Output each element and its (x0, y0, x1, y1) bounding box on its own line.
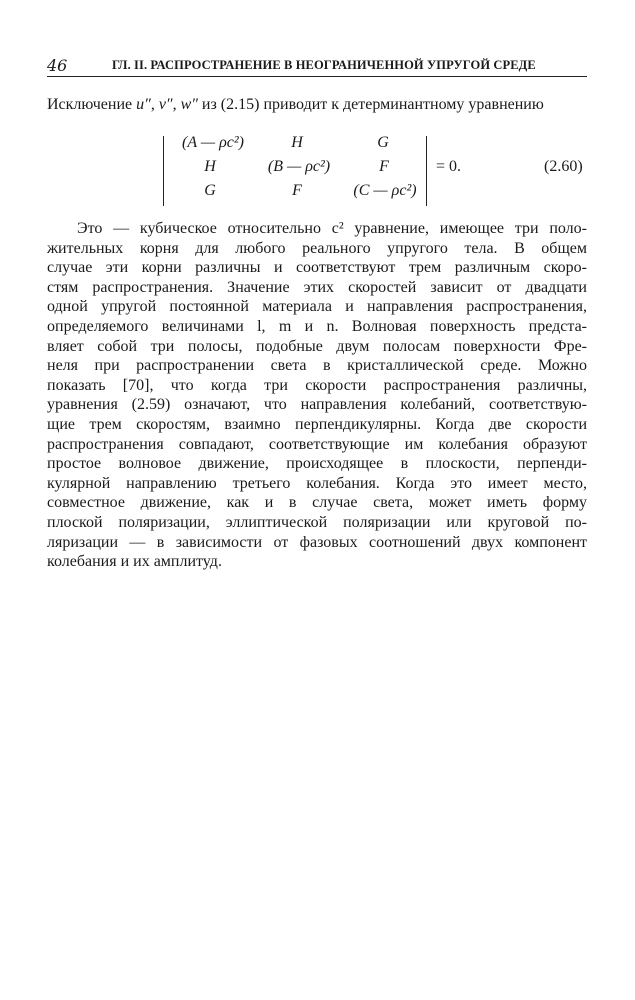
text-line: Это — кубическое относительно c² уравнение, имеющее три поло- (77, 220, 587, 237)
text-line: вляет собой три полосы, подобные двум полосам поверхности Фре- (47, 337, 587, 355)
var-w: w″ (180, 96, 198, 113)
var-u: u″ (136, 96, 151, 113)
body-paragraph (47, 219, 587, 572)
determinant-right-bar (426, 136, 427, 206)
text-line: плоской поляризации, эллиптической поляризации или круговой по- (47, 513, 587, 531)
running-head (47, 54, 587, 77)
matrix-cell-2-3: F (379, 158, 389, 175)
text-line: колебания и их амплитуд. (47, 553, 222, 571)
text-line: совместное движение, как и в случае света, может иметь форму (47, 494, 587, 512)
text-line: одной упругой постоянной материала и направления распространения, (47, 298, 587, 316)
matrix-cell-1-2: H (291, 134, 303, 151)
text-line: уравнения (2.59) означают, что направления колебаний, соответствую- (47, 396, 587, 414)
matrix-cell-1-1: (A — ρc²) (182, 134, 244, 151)
text-line: простое волновое движение, происходящее в плоскости, перпенди- (47, 455, 587, 473)
text-line: показать [70], что когда три скорости распространения различны, (47, 376, 587, 394)
matrix-cell-1-3: G (377, 134, 389, 151)
text-line: щие трем скоростям, взаимно перпендикулярны. Когда две скорости (47, 415, 587, 433)
running-title: ГЛ. II. РАСПРОСТРАНЕНИЕ В НЕОГРАНИЧЕННОЙ УПРУГОЙ СРЕДЕ (112, 58, 536, 72)
page-number: 46 (47, 56, 68, 75)
text-line: ляризации — в зависимости от фазовых соотношений двух компонент (47, 533, 587, 551)
text-line: жительных корня для любого реального упругого тела. В общем (47, 239, 587, 257)
var-v: v″ (158, 96, 173, 113)
text-line: неля при распространении света в кристаллической среде. Можно (47, 357, 587, 375)
intro-text-before: Исключение (47, 96, 137, 113)
matrix-cell-3-3: (C — ρc²) (353, 182, 417, 199)
determinant-left-bar (163, 136, 164, 206)
matrix-cell-2-2: (B — ρc²) (267, 158, 331, 175)
text-line: распространения совпадают, соответствующие им колебания образуют (47, 435, 587, 453)
text-line: стям распространения. Значение этих скоростей зависит от двадцати (47, 278, 587, 296)
text-line: определяемого величинами l, m и n. Волновая поверхность предста- (47, 317, 587, 335)
intro-text-after: из (2.15) приводит к детерминантному уравнению (197, 96, 544, 113)
equation-number: (2.60) (544, 158, 583, 175)
separator: , (172, 96, 181, 113)
text-line: кулярной направлению третьего колебания. Когда это имеет место, (47, 474, 587, 492)
separator: , (150, 96, 159, 113)
matrix-cell-3-1: G (204, 182, 216, 199)
intro-paragraph (47, 95, 587, 115)
matrix-cell-3-2: F (292, 182, 302, 199)
matrix-cell-2-1: H (204, 158, 216, 175)
determinant-matrix (163, 130, 433, 208)
equation-rhs: = 0. (436, 158, 462, 175)
text-line: случае эти корни различны и соответствуют трем различным скоро- (47, 259, 587, 277)
